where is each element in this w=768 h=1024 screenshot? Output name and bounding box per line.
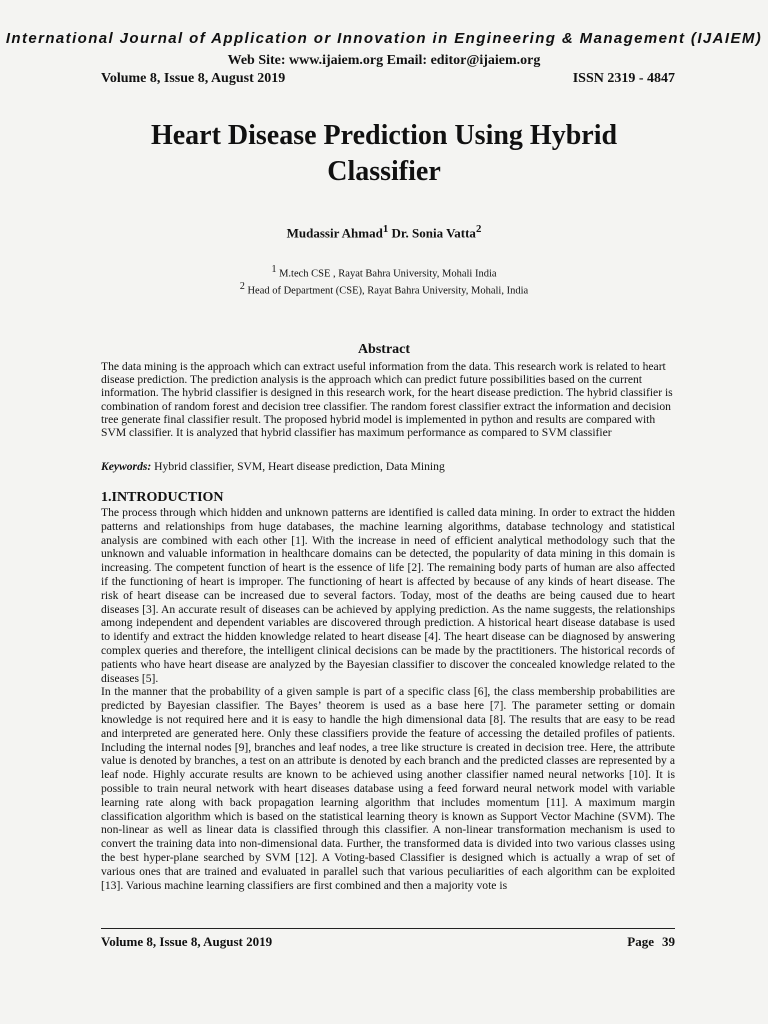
issn-label: ISSN 2319 - 4847 xyxy=(572,71,675,86)
affiliation-2-sup: 2 xyxy=(239,281,245,292)
journal-name: International Journal of Application or Innovation in Engineering & Management (IJAIEM) xyxy=(5,30,763,47)
section-heading-introduction: 1.INTRODUCTION xyxy=(101,490,224,505)
author-2: Dr. Sonia Vatta xyxy=(391,225,476,241)
page-label: Page xyxy=(627,934,654,949)
abstract-text: The data mining is the approach which can extract useful information from the data. This research work is related to heart disease prediction. The prediction analysis is the approach which can predict future possibilities based on the current information. The hybrid classifier is designed in this research work, for the heart disease prediction. The hybrid classifier is combination of random forest and decision tree classifier. The random forest classifier extract the information and decision tree generate final classifier result. The proposed hybrid model is implemented in python and results are compared with SVM classifier. It is analyzed that hybrid classifier has maximum performance as compared to SVM classifier xyxy=(101,360,673,440)
keywords xyxy=(101,460,679,473)
footer-divider xyxy=(101,928,675,929)
affiliation-1 xyxy=(0,264,768,280)
author-2-sup: 2 xyxy=(475,223,482,235)
page-number: 39 xyxy=(662,934,675,949)
footer-page xyxy=(627,934,675,950)
authors xyxy=(0,223,768,241)
abstract-heading: Abstract xyxy=(357,342,411,357)
author-1-sup: 1 xyxy=(382,223,389,235)
paper-title: Heart Disease Prediction Using Hybrid Classifier xyxy=(150,120,618,187)
keywords-text: Hybrid classifier, SVM, Heart disease prediction, Data Mining xyxy=(151,460,445,473)
paragraph-2: In the manner that the probability of a given sample is part of a specific class [6], the class membership probabilities are predicted by Bayesian classifier. The Bayes’ theorem is used as a base here [7]. The parameter setting or domain knowledge is not required here and it is easy to handle the high dimensional data [8]. The results that are easy to be read and interpreted are generated here. Only these classifiers provide the feature of accessing the detailed profiles of patients. Including the internal nodes [9], branches and leaf nodes, a tree like structure is created in decision tree. Here, the attribute value is denoted by branches, a test on an attribute is denoted by each branch and the predicted classes are represented by a leaf node. Highly accurate results are known to be achieved using another classifier named neural networks [10]. It is possible to train neural network with heart diseases database using a feed forward neural network model with variable learning rate along with back propagation learning algorithm that includes momentum [11]. A maximum margin classification algorithm which is based on the statistical learning theory is known as Support Vector Machine (SVM). The non-linear as well as linear data is classified through this classifier. A non-linear transformation mechanism is used to convert the training data into non-dimensional data. Further, the transformed data is divided into two various classes using the best hyper-plane searched by SVM [12]. A Voting-based Classifier is designed which is actually a wrap of set of various ones that are trained and evaluated in parallel such that various peculiarities of each algorithm can be exploited [13]. Various machine learning classifiers are first combined and then a majority vote is xyxy=(101,685,675,892)
affiliation-1-sup: 1 xyxy=(271,264,277,275)
volume-label: Volume 8, Issue 8, August 2019 xyxy=(101,71,286,86)
affiliation-2 xyxy=(0,281,768,297)
keywords-label: Keywords: xyxy=(101,460,152,473)
paragraph-1: The process through which hidden and unknown patterns are identified is called data mining. In order to extract the hidden patterns and relationships from huge databases, the machine learning algorithms, database technology and statistical analysis are combined with each other [1]. With the increase in need of efficient analytical methodology such that the unknown and valuable information in healthcare domains can be detected, the popularity of data mining in this domain is increasing. The competent function of heart is the essence of life [2]. The remaining body parts of human are also affected if the functioning of heart is improper. The functioning of heart is affected by because of any kinds of heart disease. The risk of heart disease can be increased due to several factors. Today, most of the deaths are being caused due to heart diseases [3]. An accurate result of diseases can be achieved by applying prediction. As the name suggests, the relationships among independent and dependent variables are discovered through prediction. A historical heart disease database is used to identify and extract the hidden knowledge related to heart disease [4]. The heart disease can be diagnosed by answering complex queries and therefore, the intelligent clinical decisions can be made by the practitioners. The historical records of patients who have heart disease are analyzed by the Bayesian classifier to discover the concealed knowledge related to the diseases [5]. xyxy=(101,506,675,685)
footer-volume: Volume 8, Issue 8, August 2019 xyxy=(101,934,273,949)
website-line: Web Site: www.ijaiem.org Email: editor@ijaiem.org xyxy=(227,53,541,68)
author-1: Mudassir Ahmad xyxy=(286,225,383,241)
affiliation-2-text: Head of Department (CSE), Rayat Bahra University, Mohali, India xyxy=(247,285,529,297)
volume-line xyxy=(101,71,675,87)
affiliation-1-text: M.tech CSE , Rayat Bahra University, Mohali India xyxy=(279,268,497,280)
introduction-body xyxy=(101,506,675,892)
